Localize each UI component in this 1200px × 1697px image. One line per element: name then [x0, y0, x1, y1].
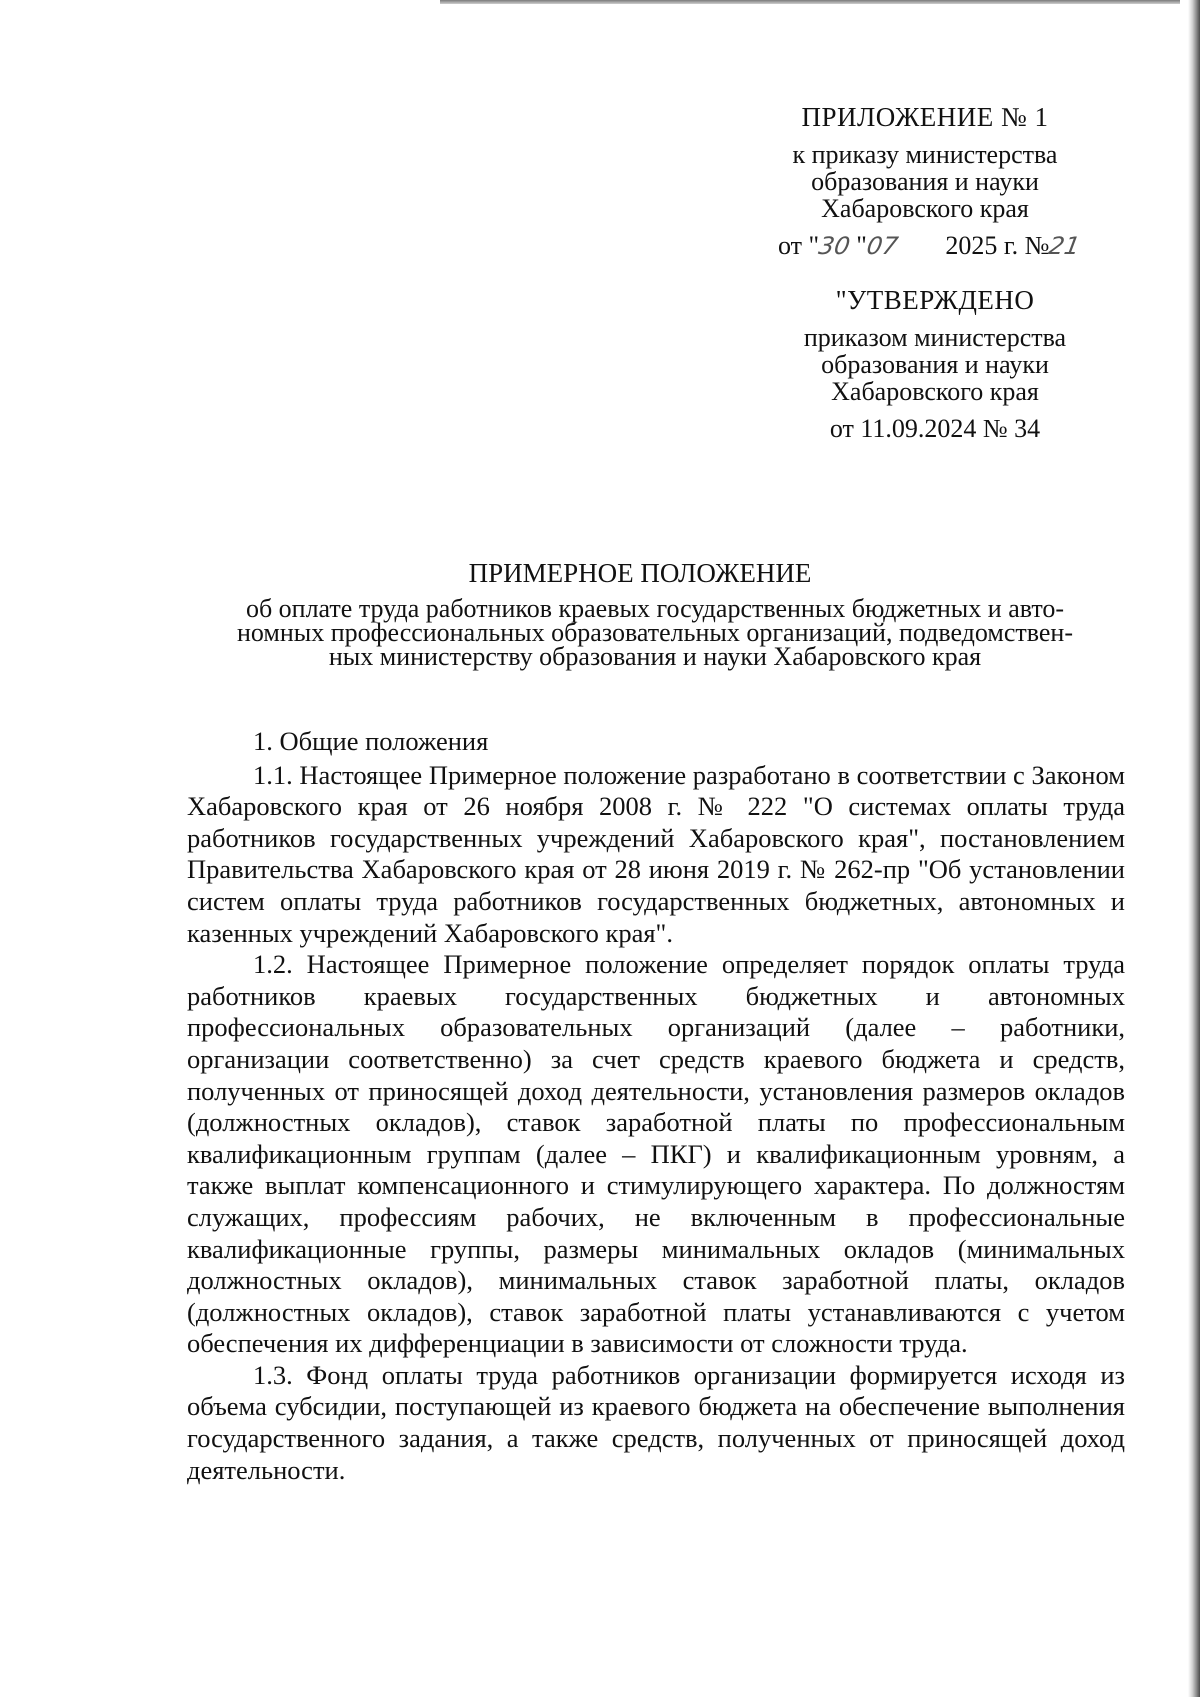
- attachment-line: образования и науки: [811, 167, 1039, 196]
- document-title: ПРИМЕРНОЕ ПОЛОЖЕНИЕ: [468, 558, 812, 588]
- subtitle-line: об оплате труда работников краевых государственных бюджетных и авто-: [245, 594, 1065, 623]
- document-body: [187, 726, 1125, 1486]
- attachment-line: к приказу министерства: [792, 140, 1058, 169]
- approved-title: "УТВЕРЖДЕНО: [835, 285, 1035, 315]
- handwritten-day: 30: [816, 232, 853, 260]
- paragraph-1-1: 1.1. Настоящее Примерное положение разработано в соответствии с Законом Хабаровского края от 26 ноября 2008 г. № 222 "О системах оплаты труда работников государственных учреждений Хабаровского края", постановлением Правительства Хабаровского края от 28 июня 2019 г. № 262-пр "Об установлении систем оплаты труда работников государственных бюджетных, автономных и казенных учреждений Хабаровского края".: [187, 759, 1125, 948]
- approved-block: [775, 287, 1095, 442]
- order-sep: ": [849, 231, 867, 260]
- order-date-line: [760, 232, 1090, 260]
- document-subtitle: [190, 594, 1120, 671]
- handwritten-month: 07: [864, 232, 900, 260]
- order-prefix: от ": [778, 231, 820, 260]
- order-year: 2025 г. №: [945, 231, 1050, 260]
- approved-line: образования и науки: [821, 350, 1049, 379]
- approved-date: от 11.09.2024 № 34: [829, 414, 1041, 443]
- scan-edge-top: [440, 0, 1180, 4]
- scan-edge-right: [1188, 0, 1200, 1697]
- subtitle-line: номных профессиональных образовательных организаций, подведомствен-: [236, 618, 1074, 647]
- paragraph-1-3: 1.3. Фонд оплаты труда работников организации формируется исходя из объема субсидии, поступающей из краевого бюджета на обеспечение выполнения государственного задания, а также средств, полученных от приносящей доход деятельности.: [187, 1359, 1125, 1485]
- approved-line: Хабаровского края: [831, 377, 1039, 406]
- handwritten-number: 21: [1047, 232, 1083, 260]
- attachment-line: Хабаровского края: [821, 194, 1029, 223]
- attachment-title: ПРИЛОЖЕНИЕ № 1: [801, 102, 1049, 132]
- paragraph-1-2: 1.2. Настоящее Примерное положение определяет порядок оплаты труда работников краевых государственных бюджетных и автономных профессиональных образовательных организаций (далее – работники, организации соответственно) за счет средств краевого бюджета и средств, полученных от приносящей доход деятельности, установления размеров окладов (должностных окладов), ставок заработной платы по профессиональным квалификационным группам (далее – ПКГ) и квалификационным уровням, а также выплат компенсационного и стимулирующего характера. По должностям служащих, профессиям рабочих, не включенным в профессиональные квалификационные группы, размеры минимальных окладов (минимальных должностных окладов), минимальных ставок заработной платы, окладов (должностных окладов), ставок заработной платы устанавливаются с учетом обеспечения их дифференциации в зависимости от сложности труда.: [187, 949, 1125, 1359]
- section-heading: 1. Общие положения: [253, 726, 489, 756]
- subtitle-line: ных министерству образования и науки Хабаровского края: [328, 642, 982, 671]
- approved-line: приказом министерства: [803, 323, 1067, 352]
- attachment-block: [760, 104, 1090, 260]
